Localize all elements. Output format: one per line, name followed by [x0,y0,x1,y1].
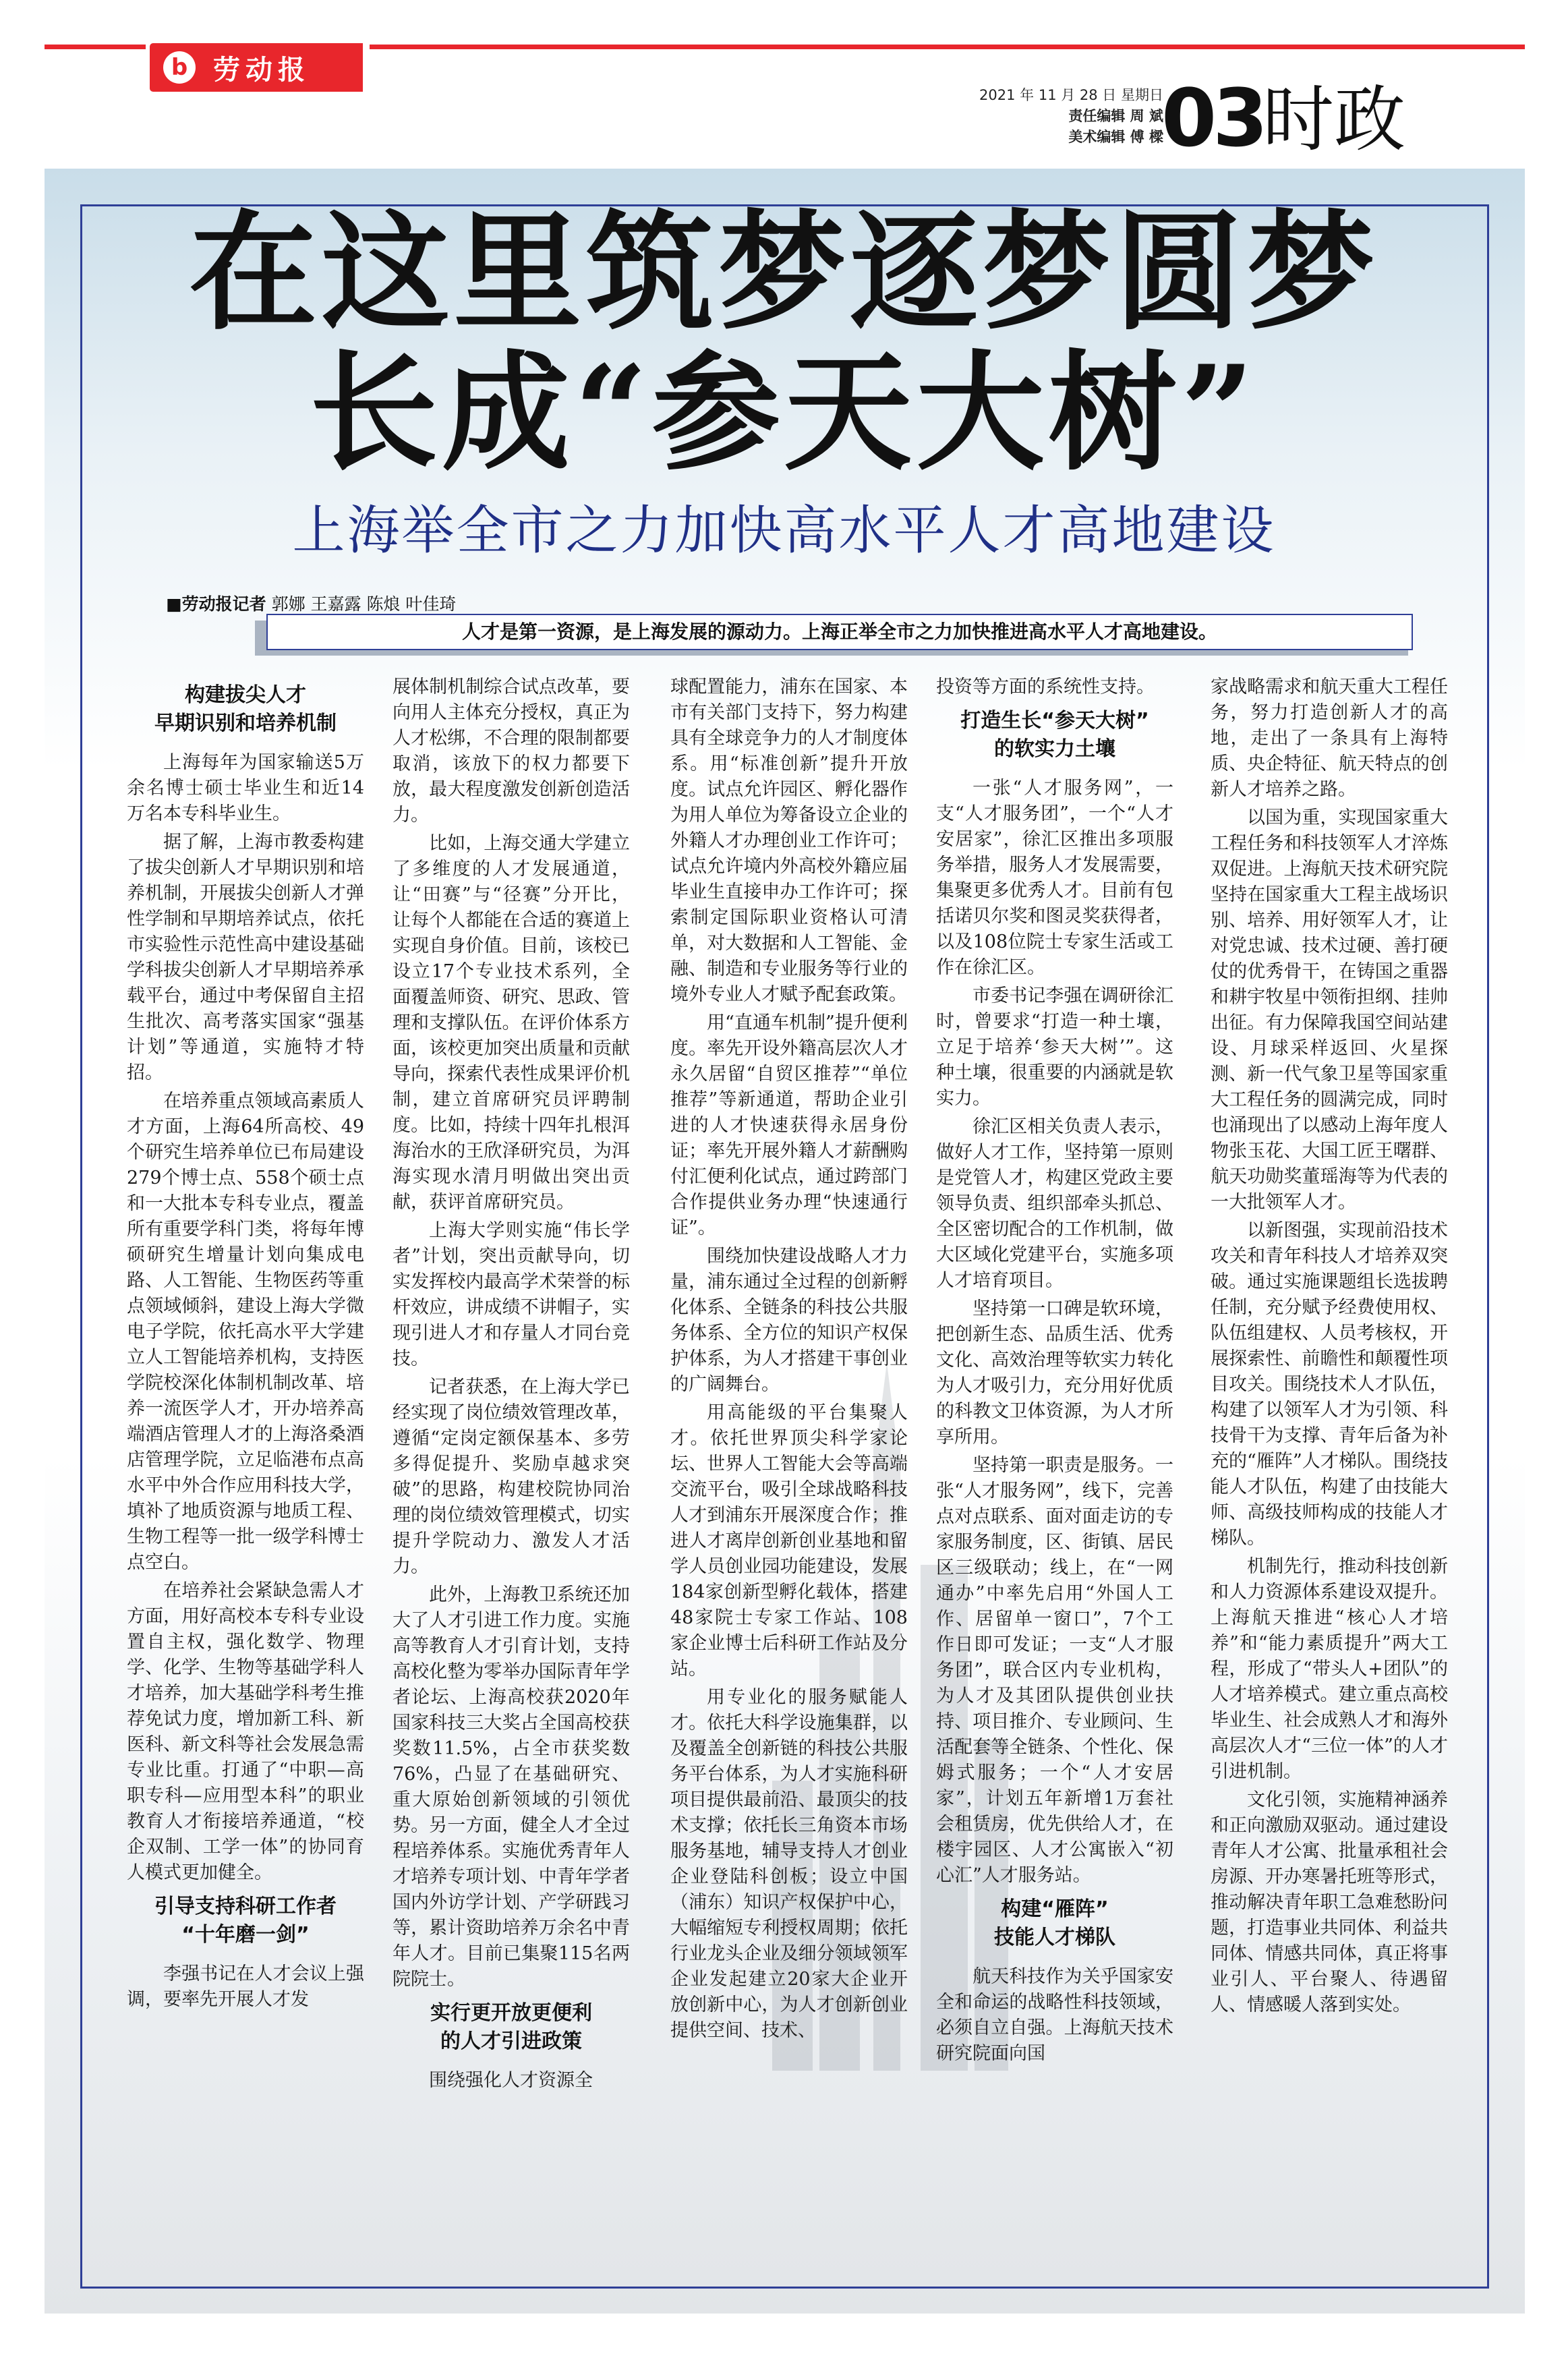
col5-paragraph: 机制先行，推动科技创新和人力资源体系建设双提升。上海航天推进“核心人才培养”和“能力素质提升”两大工程，形成了“带头人+团队”的人才培养模式。建立重点高校毕业生、社会成熟人才和海外高层次人才“三位一体”的人才引进机制。 [1211,1556,1448,1782]
col1-paragraph: 在培养重点领域高素质人才方面，上海64所高校、49个研究生培养单位已布局建设279个博士点、558个硕士点和一大批本专科专业点，覆盖所有重要学科门类，将每年博硕研究生增量计划向集成电路、人工智能、生物医药等重点领域倾斜，建设上海大学微电子学院，依托高水平大学建立人工智能培养机构，支持医学院校深化体制机制改革、培养一流医学人才，开办培养高端酒店管理人才的上海洛桑酒店管理学院，立足临港布点高水平中外合作应用科技大学，填补了地质资源与地质工程、生物工程等一批一级学科博士点空白。 [127,1091,364,1573]
responsible-editor: 责任编辑 周 斌 [1068,108,1163,124]
col4-paragraph: 市委书记李强在调研徐汇时，曾要求“打造一种土壤，立足于培养‘参天大树’”。这种土壤，很重要的内涵就是软实力。 [936,985,1173,1109]
col4-paragraph: 一张“人才服务网”，一支“人才服务团”，一个“人才安居家”，徐汇区推出多项服务举措，服务人才发展需要，集聚更多优秀人才。目前有包括诺贝尔奖和图灵奖获得者，以及108位院士专家生活或工作在徐汇区。 [936,778,1173,978]
col1-heading-2: 引导支持科研工作者 “十年磨一剑” [154,1895,337,1947]
newspaper-logo [150,43,363,92]
headline-line-1: 在这里筑梦逐梦圆梦 [189,197,1379,347]
logo-name: 劳动报 [213,53,310,86]
col2-paragraph: 比如，上海交通大学建立了多维度的人才发展通道，让“田赛”与“径赛”分开比，让每个人都能在合适的赛道上实现自身价值。目前，该校已设立17个专业技术系列，全面覆盖师资、研究、思政、管理和支撑队伍。在评价体系方面，该校更加突出质量和贡献导向，探索代表性成果评价机制，建立首席研究员评聘制度。比如，持续十四年扎根洱海治水的王欣泽研究员，为洱海实现水清月明做出突出贡献，获评首席研究员。 [393,833,630,1213]
col3-paragraph: 用“直通车机制”提升便利度。率先开设外籍高层次人才永久居留“自贸区推荐”“单位推荐”等新通道，帮助企业引进的人才快速获得永居身份证；率先开展外籍人才薪酬购付汇便利化试点，通过跨部门合作提供业务办理“快速通行证”。 [670,1012,908,1238]
page-number: 03 [1161,71,1265,165]
col3-paragraph: 球配置能力，浦东在国家、本市有关部门支持下，努力构建具有全球竞争力的人才制度体系。用“标准创新”提升开放度。试点允许园区、孵化器作为用人单位为筹备设立企业的外籍人才办理创业工作许可；试点允许境内外高校外籍应届毕业生直接申办工作许可；探索制定国际职业资格认可清单，对大数据和人工智能、金融、制造和专业服务等行业的境外专业人才赋予配套政策。 [670,677,908,1005]
logo-mark-icon: b [163,51,196,84]
col4-heading-1: 打造生长“参天大树” 的软实力土壤 [960,709,1149,761]
col3-paragraph: 用专业化的服务赋能人才。依托大科学设施集群，以及覆盖全创新链的科技公共服务平台体系，为人才实施科研项目提供最前沿、最顶尖的技术支撑；依托长三角资本市场服务基地，辅导支持人才创业企业登陆科创板；设立中国（浦东）知识产权保护中心，大幅缩短专利授权周期；依托行业龙头企业及细分领域领军企业发起建立20家大企业开放创新中心，为人才创新创业提供空间、技术、 [670,1687,908,2041]
col4-paragraph: 航天科技作为关乎国家安全和命运的战略性科技领域，必须自立自强。上海航天技术研究院面向国 [936,1966,1173,2064]
col3-paragraph: 围绕加快建设战略人才力量，浦东通过全过程的创新孵化体系、全链条的科技公共服务体系、全方位的知识产权保护体系，为人才搭建干事创业的广阔舞台。 [670,1246,908,1395]
top-rule-right [370,45,1525,49]
col1-paragraph: 上海每年为国家输送5万余名博士硕士毕业生和近14万名本专科毕业生。 [127,752,364,824]
column-3 [670,674,908,2046]
top-rule-left [45,45,146,49]
col2-paragraph: 上海大学则实施“伟长学者”计划，突出贡献导向，切实发挥校内最高学术荣誉的标杆效应，讲成绩不讲帽子，实现引进人才和存量人才同台竞技。 [393,1220,630,1369]
lead-summary: 人才是第一资源，是上海发展的源动力。上海正举全市之力加快推进高水平人才高地建设。 [266,614,1413,650]
col4-heading-2: 构建“雁阵” 技能人才梯队 [994,1897,1115,1949]
col5-paragraph: 以国为重，实现国家重大工程任务和科技领军人才淬炼双促进。上海航天技术研究院坚持在国家重大工程主战场识别、培养、用好领军人才，让对党忠诚、技术过硬、善打硬仗的优秀骨干，在铸国之重器和耕宇牧星中领衔担纲、挂帅出征。有力保障我国空间站建设、月球采样返回、火星探测、新一代气象卫星等国家重大工程任务的圆满完成，同时也涌现出了以感动上海年度人物张玉花、大国工匠王曙群、航天功勋奖董瑶海等为代表的一大批领军人才。 [1211,807,1448,1213]
col1-paragraph: 在培养社会紧缺急需人才方面，用好高校本专科专业设置自主权，强化数学、物理学、化学、生物等基础学科人才培养，加大基础学科考生推荐免试力度，增加新工科、新医科、新文科等社会发展急需专业比重。打通了“中职—高职专科—应用型本科”的职业教育人才衔接培养通道，“校企双制、工学一体”的协同育人模式更加健全。 [127,1580,364,1883]
col2-paragraph: 围绕强化人才资源全 [429,2070,593,2091]
col1-paragraph: 据了解，上海市教委构建了拔尖创新人才早期识别和培养机制，开展拔尖创新人才弹性学制和早期培养试点，依托市实验性示范性高中建设基础学科拔尖创新人才早期培养承载平台，通过中考保留自主招生批次、高考落实国家“强基计划”等通道，实施特才特招。 [127,832,364,1083]
column-2 [393,674,630,2096]
page-meta [979,85,1163,148]
byline [166,592,456,616]
col3-paragraph: 用高能级的平台集聚人才。依托世界顶尖科学家论坛、世界人工智能大会等高端交流平台，吸引全球战略科技人才到浦东开展深度合作；推进人才离岸创新创业基地和留学人员创业园功能建设，发展184家创新型孵化载体，搭建48家院士专家工作站、108家企业博士后科研工作站及分站。 [670,1402,908,1679]
column-5 [1211,674,1448,2021]
byline-label: ■劳动报记者 [166,594,266,614]
col5-paragraph: 以新图强，实现前沿技术攻关和青年科技人才培养双突破。通过实施课题组长选拔聘任制，充分赋予经费使用权、队伍组建权、人员考核权，开展探索性、前瞻性和颠覆性项目攻关。围绕技术人才队伍，构建了以领军人才为引领、科技骨干为支撑、青年后备为补充的“雁阵”人才梯队。围绕技能人才队伍，构建了由技能大师、高级技师构成的技能人才梯队。 [1211,1220,1448,1549]
column-4 [936,674,1173,2069]
col1-paragraph: 李强书记在人才会议上强调，要率先开展人才发 [127,1963,364,2010]
subheadline: 上海举全市之力加快高水平人才高地建设 [292,500,1276,561]
col5-paragraph: 家战略需求和航天重大工程任务，努力打造创新人才的高地，走出了一条具有上海特质、央企特征、航天特点的创新人才培养之路。 [1211,677,1448,800]
col2-paragraph: 记者获悉，在上海大学已经实现了岗位绩效管理改革，遵循“定岗定额保基本、多劳多得促提升、奖励卓越求突破”的思路，构建校院协同治理的岗位绩效管理模式，切实提升学院动力、激发人才活力。 [393,1377,630,1577]
column-1 [127,674,364,2015]
col1-heading-1: 构建拔尖人才 早期识别和培养机制 [154,683,337,735]
issue-date: 2021 年 11 月 28 日 星期日 [979,87,1163,103]
byline-names: 郭娜 王嘉露 陈烺 叶佳琦 [271,594,457,614]
col4-paragraph: 徐汇区相关负责人表示，做好人才工作，坚持第一原则是党管人才，构建区党政主要领导负责、组织部牵头抓总、全区密切配合的工作机制，做大区域化党建平台，实施多项人才培育项目。 [936,1116,1173,1291]
col4-paragraph: 投资等方面的系统性支持。 [936,677,1155,697]
col5-paragraph: 文化引领，实施精神涵养和正向激励双驱动。通过建设青年人才公寓、批量承租社会房源、开办寒暑托班等形式，推动解决青年职工急难愁盼问题，打造事业共同体、利益共同体、情感共同体，真正将事业引人、平台聚人、待遇留人、情感暖人落到实处。 [1211,1789,1448,2015]
col4-paragraph: 坚持第一口碑是软环境，把创新生态、品质生活、优秀文化、高效治理等软实力转化为人才吸引力，充分用好优质的科教文卫体资源，为人才所享所用。 [936,1298,1173,1447]
col2-paragraph: 此外，上海教卫系统还加大了人才引进工作力度。实施高等教育人才引育计划，支持高校化整为零举办国际青年学者论坛、上海高校获2020年国家科技三大奖占全国高校获奖数11.5%，占全市获奖数76%，凸显了在基础研究、重大原始创新领域的引领优势。另一方面，健全人才全过程培养体系。实施优秀青年人才培养专项计划、中青年学者国内外访学计划、产学研践习等，累计资助培养万余名中青年人才。目前已集聚115名两院院士。 [393,1584,630,1990]
art-editor: 美术编辑 傅 樑 [1068,129,1163,145]
headline-line-2: 长成“参天大树” [310,337,1258,488]
col2-heading: 实行更开放更便利 的人才引进政策 [430,2001,592,2053]
col2-paragraph: 展体制机制综合试点改革，要向用人主体充分授权，真正为人才松绑，不合理的限制都要取消，该放下的权力都要下放，最大程度激发创新创造活力。 [393,677,630,826]
col4-paragraph: 坚持第一职责是服务。一张“人才服务网”，线下，完善点对点联系、面对面走访的专家服务制度，区、街镇、居民区三级联动；线上，在“一网通办”中率先启用“外国人工作、居留单一窗口”，7个工作日即可发证；一支“人才服务团”，联合区内专业机构，为人才及其团队提供创业扶持、项目推介、专业顾问、生活配套等全链条、个性化、保姆式服务；一个“人才安居家”，计划五年新增1万套社会租赁房，优先供给人才，在楼宇园区、人才公寓嵌入“初心汇”人才服务站。 [936,1455,1173,1886]
section-name: 时政 [1262,78,1405,161]
